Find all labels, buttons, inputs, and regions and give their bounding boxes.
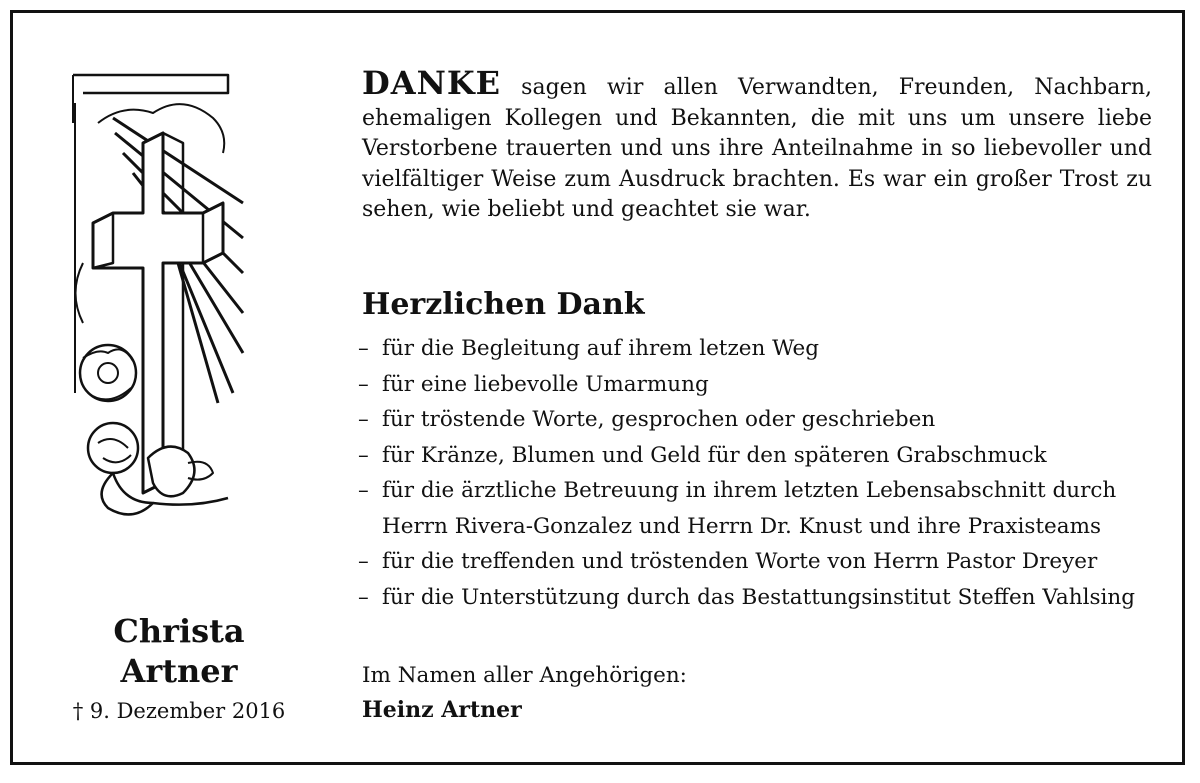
list-item-text: für die ärztliche Betreuung in ihrem letzten Lebensabschnitt durch Herrn Rivera-Gonzalez und Herrn Dr. Knust und ihre Praxisteams (382, 478, 1117, 539)
danke-word: DANKE (362, 64, 502, 102)
list-item (358, 402, 1168, 438)
signature-intro: Im Namen aller Angehörigen: (362, 663, 687, 688)
obituary-frame (10, 10, 1185, 765)
list-item (358, 544, 1168, 580)
list-dash: – (358, 336, 369, 361)
deceased-first-name: Christa (113, 612, 245, 650)
list-item-text: für die Unterstützung durch das Bestattungsinstitut Steffen Vahlsing (382, 584, 1135, 610)
thanks-list (358, 331, 1168, 615)
list-item (358, 367, 1168, 403)
list-dash: – (358, 407, 369, 432)
list-dash: – (358, 442, 369, 468)
intro-text: sagen wir allen Verwandten, Freunden, Nachbarn, ehemaligen Kollegen und Bekannten, die mit uns um unsere liebe Verstorbene trauerten und uns ihre Anteilnahme in so liebevoller und vielfältiger Weise zum Ausdruck brachten. Es war ein großer Trost zu sehen, wie beliebt und geachtet sie war. (362, 75, 1153, 222)
list-item-text: für Kränze, Blumen und Geld für den späteren Grabschmuck (382, 442, 1047, 468)
thanks-heading: Herzlichen Dank (362, 287, 645, 322)
death-date: † 9. Dezember 2016 (72, 699, 286, 723)
list-item-text: für tröstende Worte, gesprochen oder geschrieben (382, 407, 936, 432)
list-item (358, 331, 1168, 367)
list-dash: – (358, 478, 369, 503)
list-item (358, 438, 1168, 474)
list-dash: – (358, 584, 369, 610)
signature-name: Heinz Artner (362, 697, 522, 723)
thanks-intro-paragraph (362, 64, 1153, 226)
cross-with-flowers-illustration (53, 63, 253, 533)
deceased-last-name: Artner (120, 652, 238, 690)
list-dash: – (358, 549, 369, 574)
list-item (358, 473, 1168, 544)
list-dash: – (358, 371, 369, 397)
list-item-text: für die treffenden und tröstenden Worte von Herrn Pastor Dreyer (382, 549, 1098, 574)
list-item (358, 580, 1168, 616)
list-item-text: für die Begleitung auf ihrem letzen Weg (382, 336, 820, 361)
list-item-text: für eine liebevolle Umarmung (382, 371, 709, 397)
